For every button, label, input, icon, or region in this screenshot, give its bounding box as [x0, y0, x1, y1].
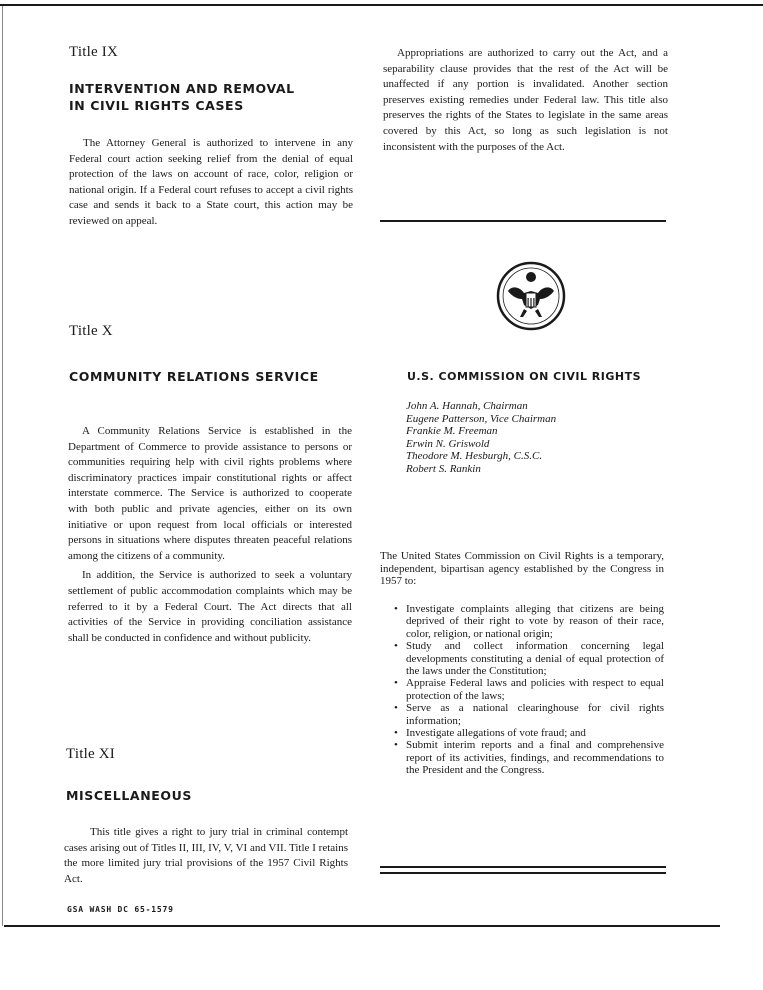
commission-heading: U.S. COMMISSION ON CIVIL RIGHTS — [407, 370, 642, 383]
list-item — [380, 640, 664, 677]
appropriations-paragraph: Appropriations are authorized to carry out the Act, and a separability clause provides that the rest of the Act will be unaffected if any portion is invalidated. Another section preserves existing remedies under Federal law. This title also preserves the rights of the States to legislate in the same areas covered by this Act, so long as such legislation is not inconsistent with the purposes of the Act. — [383, 47, 668, 153]
title-ix-label: Title IX — [69, 44, 118, 60]
member-name: Erwin N. Griswold — [406, 437, 490, 450]
duty-text: Investigate complaints alleging that citizens are being deprived of their right to vote by reason of their race, color, religion, or national origin; — [406, 603, 664, 640]
title-ix-heading — [69, 80, 369, 114]
commission-description: The United States Commission on Civil Rights is a temporary, independent, bipartisan agency established by the Congress in 1957 to: — [380, 550, 664, 588]
list-item — [380, 727, 664, 739]
member-name: Frankie M. Freeman — [406, 425, 498, 438]
title-x-paragraph-1: A Community Relations Service is established in the Department of Commerce to provide assistance to persons or communities requiring help with civil rights problems where discriminatory practices impair constitutional rights or affect interstate commerce. The Service is authorized to cooperate with both public and private agencies, either on its own initiative or upon request from local officials or interested persons in situations where disputes threaten peaceful relations among the citizens of a community. — [68, 425, 352, 562]
bullet-icon: • — [394, 603, 398, 615]
title-xi-paragraph: This title gives a right to jury trial in criminal contempt cases arising out of Titles II, III, IV, V, VI and VII. Title I retains the more limited jury trial provisions of the 1957 Civil Rights Act. — [64, 826, 348, 885]
bullet-icon: • — [394, 727, 398, 740]
bullet-icon: • — [394, 702, 398, 715]
bullet-icon: • — [394, 677, 398, 690]
great-seal-emblem — [496, 261, 566, 331]
title-ix-body — [69, 136, 353, 230]
title-ix-heading-line1: INTERVENTION AND REMOVAL — [69, 81, 295, 96]
title-x-paragraph-2: In addition, the Service is authorized to seek a voluntary settlement of public accommodation complaints which may be referred to it by a Federal Court. The Act directs that all activities of the Service in providing conciliation assistance shall be conducted in confidence and without publicity. — [68, 569, 352, 644]
bullet-icon: • — [394, 640, 398, 653]
title-x-label: Title X — [69, 323, 113, 339]
member-name: Theodore M. Hesburgh, C.S.C. — [406, 450, 543, 463]
list-item — [380, 739, 664, 776]
title-ix-heading-line2: IN CIVIL RIGHTS CASES — [69, 98, 244, 113]
title-xi-label: Title XI — [66, 746, 115, 762]
duty-text: Investigate allegations of vote fraud; and — [406, 727, 586, 740]
left-edge-rule — [2, 6, 3, 926]
bottom-border-rule — [4, 925, 720, 927]
top-border-rule — [0, 4, 763, 6]
list-item — [380, 702, 664, 727]
member-name: John A. Hannah, Chairman — [406, 400, 528, 412]
duty-text: Appraise Federal laws and policies with respect to equal protection of the laws; — [406, 677, 664, 702]
appropriations-body — [383, 46, 668, 155]
title-xi-heading: MISCELLANEOUS — [66, 788, 192, 803]
title-x-heading: COMMUNITY RELATIONS SERVICE — [69, 369, 319, 384]
title-xi-body — [64, 825, 348, 887]
title-x-body — [68, 424, 352, 646]
commission-description-body — [380, 550, 664, 588]
print-code-footer: GSA WASH DC 65-1579 — [67, 905, 174, 914]
list-item — [380, 603, 664, 640]
commission-duties-list — [380, 603, 664, 777]
duty-text: Study and collect information concerning legal developments constituting a denial of equal protection of the laws under the Constitution; — [406, 640, 664, 678]
title-ix-paragraph: The Attorney General is authorized to intervene in any Federal court action seeking relief from the denial of equal protection of the laws on account of race, color, religion or national origin. If a Federal court refuses to accept a civil rights case and sends it back to a State court, this action may be reviewed on appeal. — [69, 137, 353, 227]
right-divider-rule — [380, 220, 666, 222]
member-name: Eugene Patterson, Vice Chairman — [406, 412, 557, 425]
duty-text: Submit interim reports and a final and comprehensive report of its activities, findings, and recommendations to the President and the Congress. — [406, 739, 664, 777]
bullet-icon: • — [394, 739, 398, 752]
commission-members-list — [406, 400, 556, 476]
list-item — [380, 677, 664, 702]
duty-text: Serve as a national clearinghouse for civil rights information; — [406, 702, 664, 727]
closing-double-rule-bottom — [380, 872, 666, 874]
member-name: Robert S. Rankin — [406, 462, 481, 475]
closing-double-rule-top — [380, 866, 666, 868]
